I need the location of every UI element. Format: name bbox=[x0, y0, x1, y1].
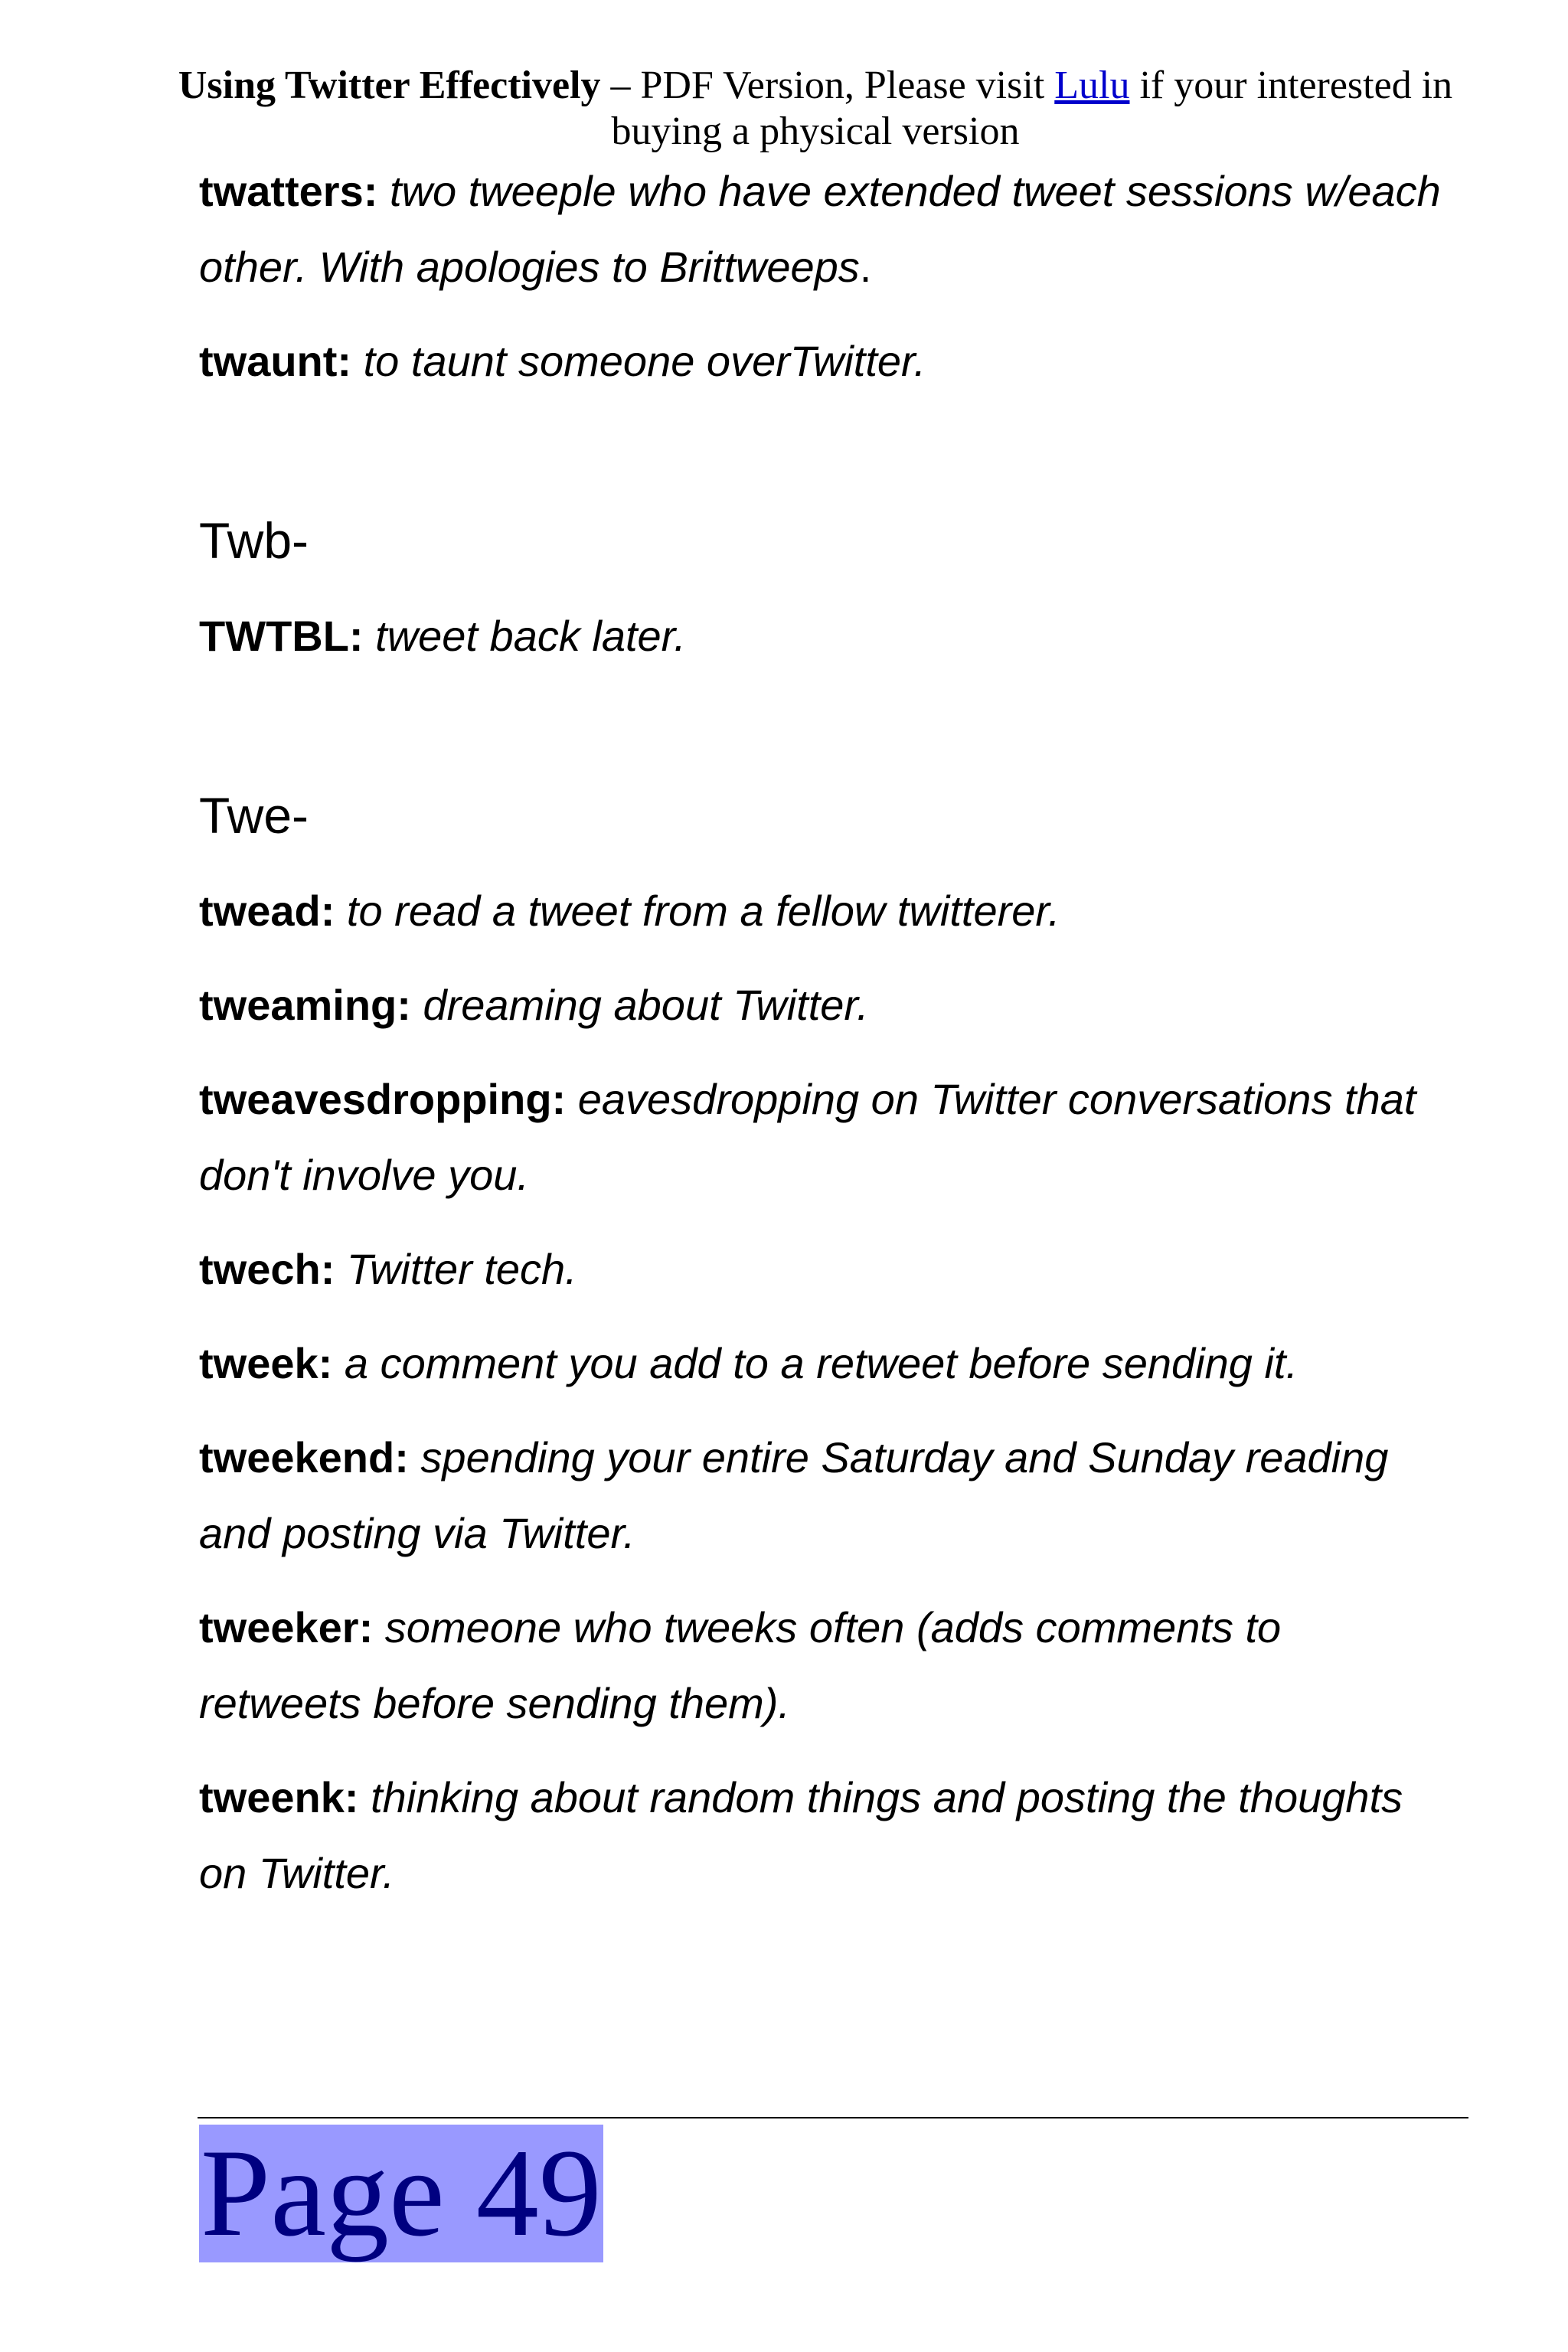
glossary-definition: spending your entire Saturday and Sunday reading and posting via Twitter. bbox=[199, 1433, 1389, 1557]
glossary-entry bbox=[199, 323, 1455, 399]
glossary-definition: tweet back later. bbox=[375, 612, 686, 660]
glossary-definition: a comment you add to a retweet before sending it. bbox=[344, 1339, 1298, 1387]
glossary-entry bbox=[199, 1759, 1455, 1911]
glossary-entry bbox=[199, 1061, 1455, 1213]
glossary-term: tweekend: bbox=[199, 1433, 409, 1481]
glossary-term: twatters: bbox=[199, 167, 378, 215]
glossary-definition: dreaming about Twitter. bbox=[423, 981, 869, 1029]
glossary-term: TWTBL: bbox=[199, 612, 364, 660]
lulu-link[interactable]: Lulu bbox=[1054, 64, 1130, 107]
glossary-entry bbox=[199, 1419, 1455, 1571]
glossary-term: tweeker: bbox=[199, 1603, 374, 1651]
glossary-content bbox=[199, 153, 1455, 1929]
glossary-entry bbox=[199, 1231, 1455, 1307]
glossary-definition: thinking about random things and posting the thoughts on Twitter. bbox=[199, 1773, 1403, 1897]
glossary-entry bbox=[199, 873, 1455, 949]
glossary-definition: to taunt someone overTwitter. bbox=[363, 337, 926, 385]
glossary-definition: Twitter tech. bbox=[346, 1245, 577, 1293]
page-number: Page 49 bbox=[201, 2124, 602, 2262]
glossary-term: tweavesdropping: bbox=[199, 1075, 567, 1123]
glossary-term: twead: bbox=[199, 887, 335, 935]
glossary-definition: eavesdropping on Twitter conversations that don't involve you. bbox=[199, 1075, 1416, 1199]
glossary-term: tweenk: bbox=[199, 1773, 359, 1821]
footer-divider bbox=[198, 2117, 1468, 2118]
glossary-entry bbox=[199, 153, 1455, 305]
glossary-entry bbox=[199, 967, 1455, 1043]
glossary-term: tweek: bbox=[199, 1339, 333, 1387]
glossary-definition: two tweeple who have extended tweet sessions w/each other. With apologies to Brittweeps bbox=[199, 167, 1441, 291]
definition-end: . bbox=[859, 243, 872, 291]
header-text-tail: if your interested in buying a physical version bbox=[611, 64, 1453, 153]
glossary-entry bbox=[199, 1589, 1455, 1741]
glossary-entry bbox=[199, 1325, 1455, 1401]
header-text: – PDF Version, Please visit bbox=[600, 64, 1055, 107]
glossary-term: twech: bbox=[199, 1245, 335, 1293]
running-header bbox=[153, 63, 1478, 155]
section-heading-twe: Twe- bbox=[199, 787, 309, 844]
header-book-title: Using Twitter Effectively bbox=[178, 64, 601, 107]
glossary-entry bbox=[199, 598, 1455, 674]
glossary-definition: to read a tweet from a fellow twitterer. bbox=[346, 887, 1060, 935]
glossary-definition: someone who tweeks often (adds comments to retweets before sending them). bbox=[199, 1603, 1282, 1727]
glossary-term: twaunt: bbox=[199, 337, 352, 385]
glossary-term: tweaming: bbox=[199, 981, 411, 1029]
section-heading-twb: Twb- bbox=[199, 512, 309, 569]
